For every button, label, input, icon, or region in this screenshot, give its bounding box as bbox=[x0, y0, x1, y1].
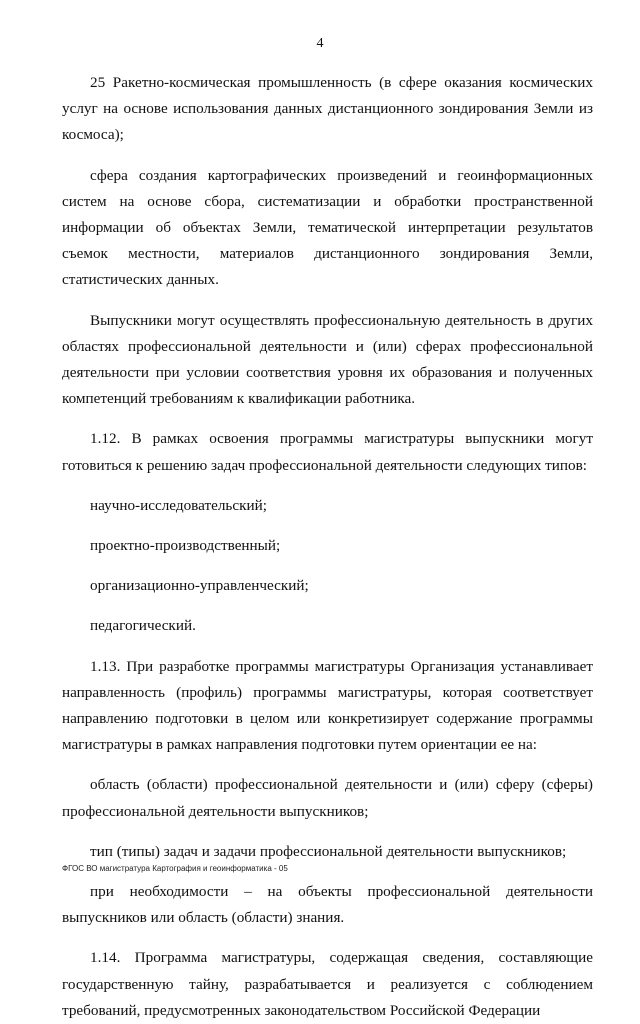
paragraph-cartography-sphere: сфера создания картографических произведений и геоинформационных систем на основе сбора, систематизации и обработки пространственной информации об объектах Земли, тематической интерпретации результатов съемок местности, материалов дистанционного зондирования Земли, статистических данных. bbox=[62, 166, 593, 289]
paragraph-1-12: 1.12. В рамках освоения программы магистратуры выпускники могут готовиться к решению задач профессиональной деятельности следующих типов: bbox=[62, 430, 593, 474]
paragraph-1-13: 1.13. При разработке программы магистратуры Организация устанавливает направленность (профиль) программы магистратуры, которая соответствует направлению подготовки в целом или конкретизирует содержание программы магистратуры в рамках направления подготовки путем ориентации ее на: bbox=[62, 657, 593, 754]
list-item-pedagogical: педагогический. bbox=[90, 617, 196, 635]
paragraph-industry-25: 25 Ракетно-космическая промышленность (в сфере оказания космических услуг на основе использования данных дистанционного зондирования Земли из космоса); bbox=[62, 74, 593, 144]
list-item-management: организационно-управленческий; bbox=[90, 577, 309, 595]
paragraph-areas: область (области) профессиональной деятельности и (или) сферу (сферы) профессиональной деятельности выпускников; bbox=[62, 776, 593, 820]
page-number: 4 bbox=[316, 36, 324, 51]
document-body bbox=[62, 64, 593, 1024]
paragraph-graduates-other-areas: Выпускники могут осуществлять профессиональную деятельность в других областях профессиональной деятельности и (или) сферах профессиональной деятельности при условии соответствия уровня их образования и полученных компетенций требованиям к квалификации работника. bbox=[62, 311, 593, 408]
paragraph-1-14: 1.14. Программа магистратуры, содержащая сведения, составляющие государственную тайну, разрабатывается и реализуется с соблюдением требований, предусмотренных законодательством Российской Федерации bbox=[62, 949, 593, 1019]
footer-text: ФГОС ВО магистратура Картография и геоинформатика - 05 bbox=[62, 864, 288, 873]
list-item-production: проектно-производственный; bbox=[90, 537, 281, 555]
paragraph-task-types: тип (типы) задач и задачи профессиональной деятельности выпускников; bbox=[90, 842, 567, 860]
list-item-research: научно-исследовательский; bbox=[90, 496, 267, 514]
paragraph-objects: при необходимости – на объекты профессиональной деятельности выпускников или область (области) знания. bbox=[62, 883, 593, 927]
